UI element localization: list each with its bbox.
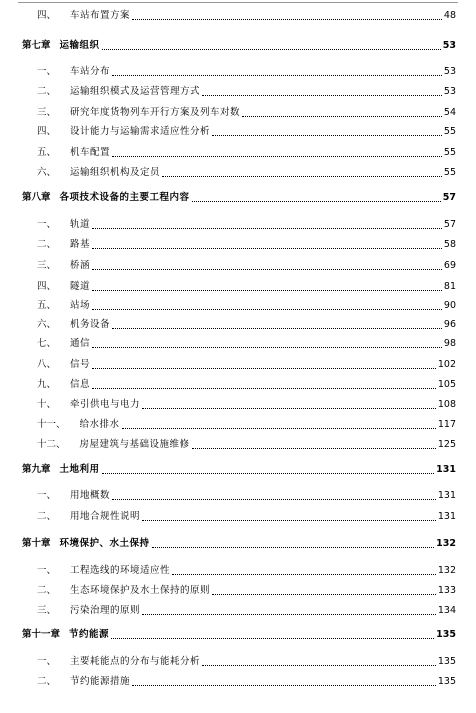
entry-page-number: 69 [443,260,456,271]
dot-leader [92,290,442,291]
toc-section-entry[interactable] [37,64,456,78]
entry-title: 节约能源 [69,629,110,640]
entry-number: 四、 [37,10,57,21]
dot-leader [192,448,436,449]
entry-number: 二、 [37,511,57,522]
dot-leader [202,665,436,666]
toc-section-entry[interactable] [37,336,456,350]
toc-section-entry[interactable] [37,377,456,391]
toc-section-entry[interactable] [37,583,456,597]
dot-leader [112,75,442,76]
dot-leader [112,499,436,500]
dot-leader [102,473,435,474]
entry-title: 桥涵 [70,260,91,271]
entry-title: 信息 [70,379,91,390]
entry-page-number: 53 [443,66,456,77]
dot-leader [92,248,442,249]
entry-number: 四、 [37,281,57,292]
toc-section-entry[interactable] [37,298,456,312]
entry-page-number: 135 [437,676,456,687]
entry-title: 运输组织 [59,40,100,51]
entry-title: 车站布置方案 [70,10,131,21]
entry-title: 运输组织机构及定员 [70,167,161,178]
entry-page-number: 132 [436,538,456,549]
entry-page-number: 55 [443,126,456,137]
entry-page-number: 125 [437,439,456,450]
toc-section-entry[interactable] [37,397,456,411]
toc-section-entry[interactable] [37,654,456,668]
entry-number: 十二、 [37,439,66,450]
entry-page-number: 102 [437,359,456,370]
entry-page-number: 54 [443,107,456,118]
toc-chapter-entry[interactable] [22,536,456,550]
entry-title: 机车配置 [70,147,111,158]
entry-number: 八、 [37,359,57,370]
dot-leader [92,269,442,270]
toc-section-entry[interactable] [37,417,456,431]
dot-leader [112,328,442,329]
dot-leader [142,614,436,615]
dot-leader [92,368,436,369]
entry-title: 机务设备 [70,319,111,330]
dot-leader [152,547,435,548]
entry-number: 二、 [37,239,57,250]
entry-number: 三、 [37,260,57,271]
entry-page-number: 57 [443,219,456,230]
toc-chapter-entry[interactable] [22,627,456,641]
toc-section-entry[interactable] [37,8,456,22]
toc-section-entry[interactable] [37,563,456,577]
entry-title: 生态环境保护及水土保持的原则 [70,585,211,596]
entry-number: 九、 [37,379,57,390]
toc-section-entry[interactable] [37,237,456,251]
entry-number: 二、 [37,676,57,687]
entry-title: 节约能源措施 [70,676,131,687]
entry-number: 一、 [37,656,57,667]
entry-title: 隧道 [70,281,91,292]
entry-page-number: 131 [437,490,456,501]
entry-number: 四、 [37,126,57,137]
dot-leader [212,594,436,595]
entry-title: 信号 [70,359,91,370]
entry-page-number: 135 [437,656,456,667]
entry-number: 一、 [37,66,57,77]
entry-page-number: 135 [436,629,456,640]
entry-number: 一、 [37,490,57,501]
toc-section-entry[interactable] [37,279,456,293]
entry-page-number: 53 [443,86,456,97]
dot-leader [132,19,442,20]
entry-title: 车站分布 [70,66,111,77]
toc-section-entry[interactable] [37,258,456,272]
entry-title: 房屋建筑与基础设施维修 [79,439,190,450]
entry-number: 五、 [37,300,57,311]
dot-leader [92,228,442,229]
toc-section-entry[interactable] [37,145,456,159]
dot-leader [202,95,442,96]
entry-page-number: 131 [436,464,456,475]
entry-page-number: 55 [443,167,456,178]
dot-leader [92,309,442,310]
entry-number: 六、 [37,167,57,178]
entry-number: 第九章 [22,464,51,475]
entry-number: 六、 [37,319,57,330]
entry-page-number: 58 [443,239,456,250]
toc-section-entry[interactable] [37,674,456,688]
entry-number: 三、 [37,107,57,118]
entry-title: 各项技术设备的主要工程内容 [59,192,190,203]
entry-title: 牵引供电与电力 [70,399,141,410]
entry-number: 十一、 [37,419,66,430]
entry-number: 第七章 [22,40,51,51]
dot-leader [142,408,436,409]
entry-title: 运输组织模式及运营管理方式 [70,86,201,97]
entry-number: 第十章 [22,538,51,549]
entry-page-number: 55 [443,147,456,158]
entry-title: 用地合规性说明 [70,511,141,522]
entry-page-number: 90 [443,300,456,311]
entry-title: 给水排水 [79,419,120,430]
dot-leader [142,520,436,521]
entry-title: 路基 [70,239,91,250]
toc-section-entry[interactable] [37,437,456,451]
entry-page-number: 48 [443,10,456,21]
entry-title: 污染治理的原则 [70,605,141,616]
toc-section-entry[interactable] [37,124,456,138]
entry-title: 用地概数 [70,490,111,501]
entry-title: 环境保护、水土保持 [59,538,150,549]
entry-page-number: 98 [443,338,456,349]
toc-section-entry[interactable] [37,509,456,523]
toc-chapter-entry[interactable] [22,38,456,52]
entry-title: 主要耗能点的分布与能耗分析 [70,656,201,667]
dot-leader [102,49,441,50]
entry-page-number: 133 [437,585,456,596]
entry-title: 轨道 [70,219,91,230]
toc-section-entry[interactable] [37,357,456,371]
dot-leader [112,156,442,157]
dot-leader [242,116,442,117]
toc-section-entry[interactable] [37,84,456,98]
dot-leader [212,135,442,136]
entry-page-number: 96 [443,319,456,330]
dot-leader [111,638,434,639]
entry-page-number: 81 [443,281,456,292]
entry-number: 七、 [37,338,57,349]
toc-chapter-entry[interactable] [22,190,456,204]
dot-leader [132,685,436,686]
entry-page-number: 117 [437,419,456,430]
entry-page-number: 132 [437,565,456,576]
toc-section-entry[interactable] [37,165,456,179]
dot-leader [172,574,436,575]
dot-leader [92,347,442,348]
entry-number: 五、 [37,147,57,158]
entry-page-number: 108 [437,399,456,410]
entry-page-number: 53 [442,40,456,51]
toc-section-entry[interactable] [37,317,456,331]
toc-chapter-entry[interactable] [22,462,456,476]
toc-section-entry[interactable] [37,217,456,231]
dot-leader [192,201,441,202]
entry-number: 一、 [37,219,57,230]
entry-page-number: 105 [437,379,456,390]
entry-number: 一、 [37,565,57,576]
toc-section-entry[interactable] [37,105,456,119]
entry-number: 第八章 [22,192,51,203]
entry-number: 二、 [37,86,57,97]
dot-leader [162,176,442,177]
entry-page-number: 134 [437,605,456,616]
dot-leader [92,388,436,389]
entry-title: 站场 [70,300,91,311]
entry-number: 十、 [37,399,57,410]
entry-number: 二、 [37,585,57,596]
toc-section-entry[interactable] [37,488,456,502]
entry-number: 第十一章 [22,629,61,640]
entry-title: 土地利用 [59,464,100,475]
entry-page-number: 57 [442,192,456,203]
entry-page-number: 131 [437,511,456,522]
entry-title: 通信 [70,338,91,349]
entry-title: 研究年度货物列车开行方案及列车对数 [70,107,241,118]
entry-number: 三、 [37,605,57,616]
toc-section-entry[interactable] [37,603,456,617]
dot-leader [122,428,436,429]
entry-title: 设计能力与运输需求适应性分析 [70,126,211,137]
entry-title: 工程选线的环境适应性 [70,565,171,576]
